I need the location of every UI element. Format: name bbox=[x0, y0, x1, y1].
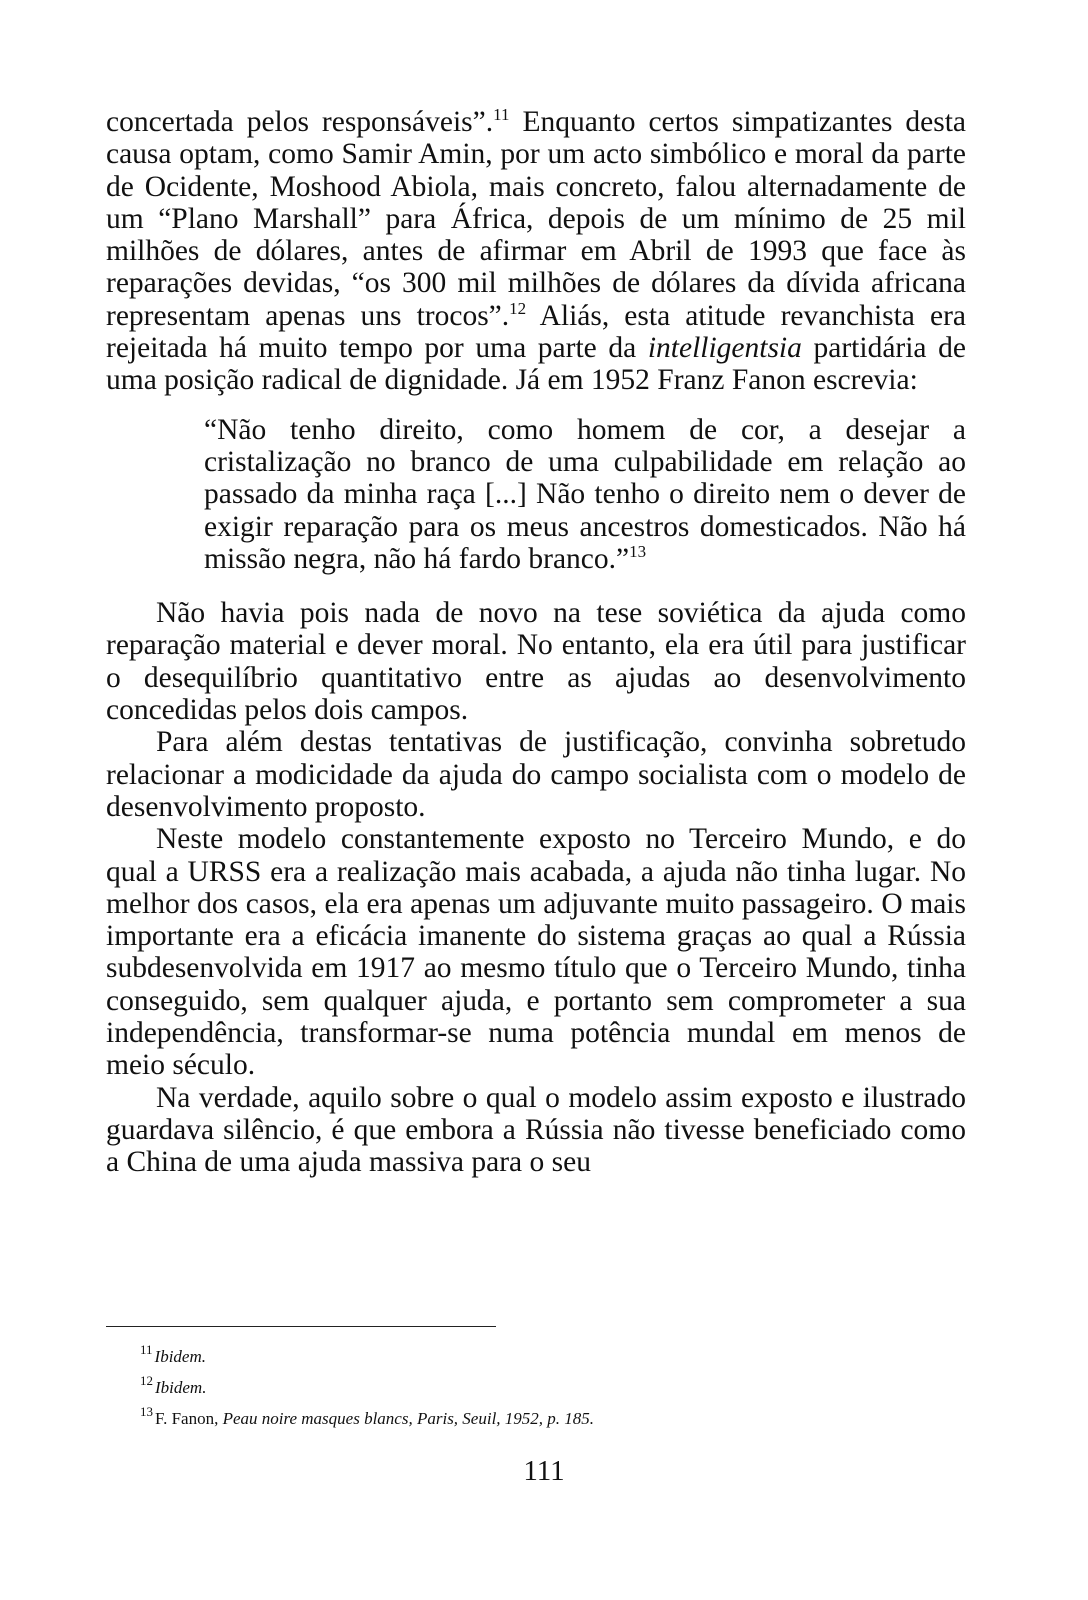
block-quote: “Não tenho direito, como homem de cor, a desejar a cristalização no branco de uma culpabilidade em relação ao passado da minha raça [...] Não tenho o direito nem o dever de exigir reparação para os meus ancestros domesticados. Não há missão negra, não há fardo branco.”$^{13}$ bbox=[204, 413, 966, 575]
footnote-13: $^{13}$ F. Fanon, Peau noire masques blancs, Paris, Seuil, 1952, p. 185. bbox=[140, 1404, 595, 1428]
paragraph-4: Neste modelo constantemente exposto no Terceiro Mundo, e do qual a URSS era a realização mais acabada, a ajuda não tinha lugar. No melhor dos casos, ela era apenas um adjuvante muito passageiro. O mais importante era a eficácia imanente do sistema graças ao qual a Rússia subdesenvolvida em 1917 ao mesmo título que o Terceiro Mundo, tinha conseguido, sem qualquer ajuda, e portanto sem comprometer a sua independência, transformar-se numa potência mundal em menos de meio século. bbox=[106, 823, 966, 1082]
footnote-ref-13: 13 bbox=[629, 541, 647, 561]
footnote-ref-11: 11 bbox=[493, 105, 510, 124]
footnote-ref-12: 12 bbox=[509, 298, 527, 318]
paragraph-1: concertada pelos responsáveis”.$^{11}$ Enquanto certos simpatizantes desta causa optam, como Samir Amin, por um acto simbólico e moral da parte de Ocidente, Moshood Abiola, mais concreto, falou alternadamente de um “Plano Marshall” para África, depois de um mínimo de 25 mil milhões de dólares, antes de afirmar em Abril de 1993 que face às reparações devidas, “os 300 mil milhões de dólares da dívida africana representam apenas uns trocos”.$^{12}$ Aliás, esta atitude revanchista era rejeitada há muito tempo por uma parte da intelligentsia partidária de uma posição radical de dignidade. Já em 1952 Franz Fanon escrevia: bbox=[106, 105, 966, 397]
italic-term: intelligentsia bbox=[647, 332, 802, 365]
paragraph-2: Não havia pois nada de novo na tese soviética da ajuda como reparação material e dever moral. No entanto, ela era útil para justificar o desequilíbrio quantitativo entre as ajudas ao desenvolvimento concedidas pelos dois campos. bbox=[106, 597, 966, 727]
paragraph-3: Para além destas tentativas de justificação, convinha sobretudo relacionar a modicidade da ajuda do campo socialista com o modelo de desenvolvimento proposto. bbox=[106, 726, 966, 823]
body-text bbox=[106, 106, 966, 1179]
paragraph-5: Na verdade, aquilo sobre o qual o modelo assim exposto e ilustrado guardava silêncio, é que embora a Rússia não tivesse beneficiado como a China de uma ajuda massiva para o seu bbox=[106, 1081, 966, 1179]
footnotes bbox=[140, 1338, 940, 1431]
footnote-11: $^{11}$ Ibidem. bbox=[140, 1342, 206, 1366]
footnote-12: $^{12}$ Ibidem. bbox=[140, 1373, 207, 1397]
footnote-divider bbox=[106, 1326, 496, 1327]
page-number: 111 bbox=[523, 1455, 565, 1487]
